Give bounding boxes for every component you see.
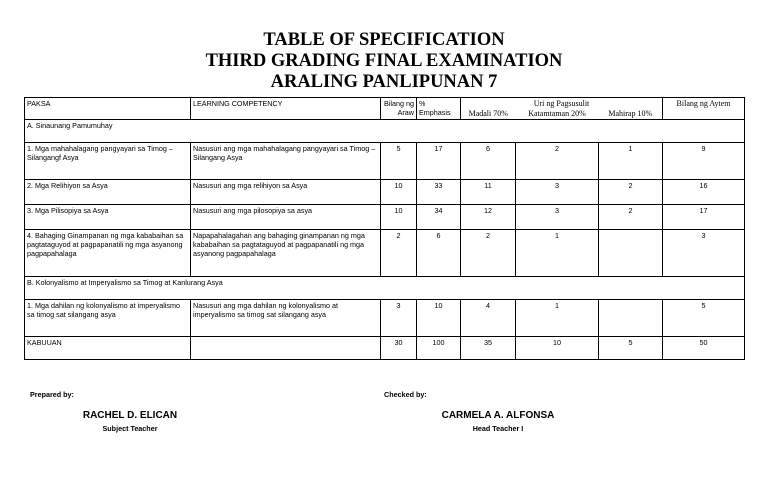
- cell-total-mahirap: 5: [599, 337, 663, 360]
- cell-katamtaman: 3: [516, 180, 599, 205]
- header-madali: Madali 70%: [461, 108, 516, 120]
- checked-by-position: Head Teacher I: [472, 424, 524, 433]
- section-row-b: [25, 277, 745, 300]
- prepared-by-name: RACHEL D. ELICAN: [82, 410, 178, 421]
- cell-competency: Nasusuri ang mga pilosopiya sa asya: [191, 205, 381, 230]
- header-emphasis: % Emphasis: [417, 98, 461, 120]
- cell-total-competency: [191, 337, 381, 360]
- doc-title-line1: TABLE OF SPECIFICATION: [263, 30, 505, 50]
- cell-araw: 2: [381, 230, 417, 277]
- cell-katamtaman: 1: [516, 230, 599, 277]
- cell-paksa: 4. Bahaging Ginampanan ng mga kababaihan sa pagtataguyod at pagpapanatili ng mga asyanong pagpapahalaga: [25, 230, 191, 277]
- cell-paksa: 1. Mga mahahalagang pangyayari sa Timog – Silangangf Asya: [25, 143, 191, 180]
- header-uri: Uri ng Pagsusulit: [461, 98, 663, 109]
- doc-title-line2: THIRD GRADING FINAL EXAMINATION: [205, 51, 563, 71]
- cell-araw: 10: [381, 180, 417, 205]
- cell-mahirap: 2: [599, 180, 663, 205]
- cell-total-katamtaman: 10: [516, 337, 599, 360]
- cell-total-madali: 35: [461, 337, 516, 360]
- checked-by-name: CARMELA A. ALFONSA: [441, 410, 555, 421]
- cell-aytem: 9: [663, 143, 745, 180]
- cell-mahirap: [599, 230, 663, 277]
- cell-competency: Nasusuri ang mga relihiyon sa Asya: [191, 180, 381, 205]
- cell-competency: Napapahalagahan ang bahaging ginampanan ng mga kababaihan sa pagtataguyod at pagpapanatili ng mga asyanong pagpapahalaga: [191, 230, 381, 277]
- cell-mahirap: [599, 300, 663, 337]
- cell-total-aytem: 50: [663, 337, 745, 360]
- cell-paksa: 3. Mga Pilisopiya sa Asya: [25, 205, 191, 230]
- cell-madali: 4: [461, 300, 516, 337]
- total-row: [25, 337, 745, 360]
- cell-katamtaman: 3: [516, 205, 599, 230]
- table-row: [25, 143, 745, 180]
- cell-aytem: 5: [663, 300, 745, 337]
- table-header-row: [25, 98, 745, 109]
- cell-emphasis: 6: [417, 230, 461, 277]
- cell-araw: 10: [381, 205, 417, 230]
- cell-araw: 5: [381, 143, 417, 180]
- cell-total-label: KABUUAN: [25, 337, 191, 360]
- cell-paksa: 2. Mga Relihiyon sa Asya: [25, 180, 191, 205]
- cell-araw: 3: [381, 300, 417, 337]
- cell-emphasis: 17: [417, 143, 461, 180]
- cell-aytem: 3: [663, 230, 745, 277]
- cell-competency: Nasusuri ang mga dahilan ng kolonyalismo at imperyalismo sa timog sat silangang asya: [191, 300, 381, 337]
- cell-mahirap: 2: [599, 205, 663, 230]
- section-row-a: [25, 120, 745, 143]
- header-aytem: Bilang ng Aytem: [663, 98, 745, 120]
- table-row: [25, 180, 745, 205]
- table-row: [25, 205, 745, 230]
- checked-by-label: Checked by:: [384, 390, 427, 399]
- cell-madali: 6: [461, 143, 516, 180]
- cell-mahirap: 1: [599, 143, 663, 180]
- cell-emphasis: 34: [417, 205, 461, 230]
- cell-madali: 12: [461, 205, 516, 230]
- header-paksa: PAKSA: [25, 98, 191, 120]
- prepared-by-label: Prepared by:: [30, 390, 74, 399]
- cell-total-araw: 30: [381, 337, 417, 360]
- cell-emphasis: 10: [417, 300, 461, 337]
- cell-aytem: 17: [663, 205, 745, 230]
- cell-aytem: 16: [663, 180, 745, 205]
- section-b-label: B. Kolonyalismo at Imperyalismo sa Timog at Kanlurang Asya: [25, 277, 745, 300]
- cell-katamtaman: 2: [516, 143, 599, 180]
- table-row: [25, 300, 745, 337]
- cell-total-emphasis: 100: [417, 337, 461, 360]
- doc-title-line3: ARALING PANLIPUNAN 7: [270, 72, 498, 92]
- cell-emphasis: 33: [417, 180, 461, 205]
- cell-madali: 2: [461, 230, 516, 277]
- table-row: [25, 230, 745, 277]
- cell-madali: 11: [461, 180, 516, 205]
- header-mahirap: Mahirap 10%: [599, 108, 663, 120]
- prepared-by-position: Subject Teacher: [102, 424, 158, 433]
- cell-paksa: 1. Mga dahilan ng kolonyalismo at imperyalismo sa timog sat silangang asya: [25, 300, 191, 337]
- section-a-label: A. Sinaunang Pamumuhay: [25, 120, 745, 143]
- header-competency: LEARNING COMPETENCY: [191, 98, 381, 120]
- header-katamtaman: Katamtaman 20%: [516, 108, 599, 120]
- cell-competency: Nasusuri ang mga mahahalagang pangyayari sa Timog – Silangang Asya: [191, 143, 381, 180]
- specification-table: [24, 97, 745, 360]
- header-bilang-araw: Bilang ng Araw: [381, 98, 417, 120]
- cell-katamtaman: 1: [516, 300, 599, 337]
